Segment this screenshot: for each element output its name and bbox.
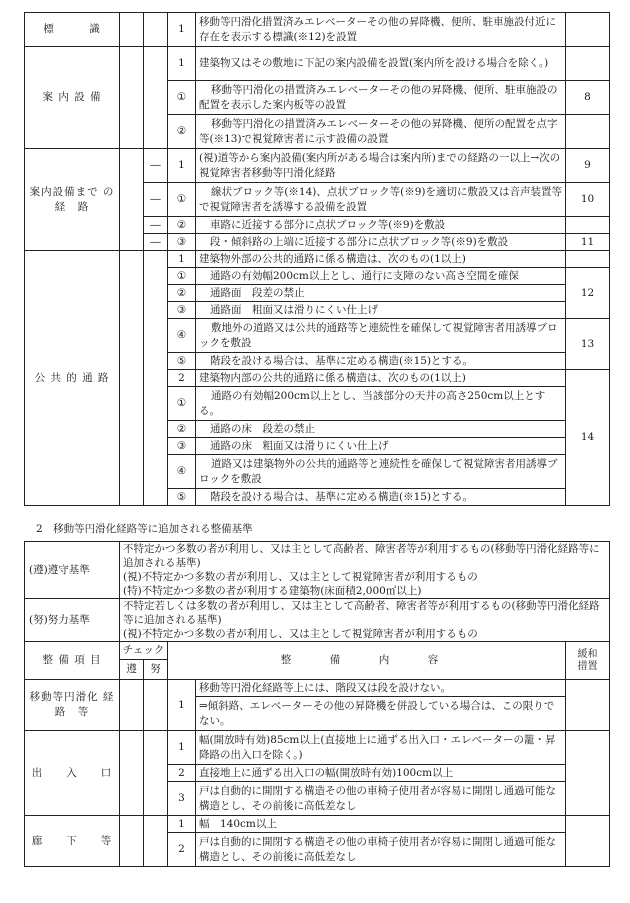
item-text: 敷地外の道路又は公共的通路等と連続性を確保して視覚障害者用誘導ブロックを敷設 <box>196 319 566 353</box>
item-text: 道路又は建築物外の公共的通路等と連続性を確保して視覚障害者用誘導ブロックを敷設 <box>196 455 566 489</box>
item-number: 1 <box>168 149 196 183</box>
relief-cell <box>566 251 610 268</box>
item-number: ① <box>168 268 196 285</box>
item-text: 移動等円滑化の措置済みエレベーターその他の昇降機、便所、駐車施設の配置を表示した案内板等の設置 <box>196 81 566 115</box>
item-text: 段・傾斜路の上端に近接する部分に点状ブロック等(※9)を敷設 <box>196 234 566 251</box>
item-number: 2 <box>168 833 196 867</box>
effort-label: (努)努力基準 <box>25 599 120 642</box>
item-text: 通路の有効幅200cm以上とし、通行に支障のない高さ空間を確保 <box>196 268 566 285</box>
item-number: ④ <box>168 319 196 353</box>
category-label: 公 共 的 通 路 <box>25 251 120 506</box>
relief-cell <box>566 680 610 731</box>
item-number: 3 <box>168 782 196 816</box>
relief-cell: 8 <box>566 81 610 115</box>
item-number: 1 <box>168 47 196 81</box>
check-must-cell[interactable] <box>120 251 144 506</box>
item-text: 直接地上に通ずる出入口の幅(開放時有効)100cm以上 <box>196 765 566 782</box>
item-text: 戸は自動的に開閉する構造その他の車椅子使用者が容易に開閉し通過可能な構造とし、その前後に高低差なし <box>196 782 566 816</box>
item-number: ③ <box>168 438 196 455</box>
table-row <box>25 47 610 81</box>
item-number: ① <box>168 81 196 115</box>
item-text: (視)道等から案内設備(案内所がある場合は案内所)までの経路の一以上→次の視覚障害者移動等円滑化経路 <box>196 149 566 183</box>
check-must-cell[interactable] <box>120 13 144 47</box>
item-text: 階段を設ける場合は、基準に定める構造(※15)とする。 <box>196 353 566 370</box>
item-number: ① <box>168 183 196 217</box>
category-label: 案内設備まで の 経 路 <box>25 149 120 251</box>
check-effort-cell[interactable] <box>144 13 168 47</box>
item-text: 通路の床 粗面又は滑りにくい仕上げ <box>196 438 566 455</box>
category-label: 廊 下 等 <box>25 816 120 867</box>
check-effort-cell: ― <box>144 217 168 234</box>
item-text: 移動等円滑化措置済みエレベーターその他の昇降機、便所、駐車施設付近に存在を表示する標識(※12)を設置 <box>196 13 566 47</box>
item-number: ⑤ <box>168 353 196 370</box>
effort-text: 不特定若しくは多数の者が利用し、又は主として高齢者、障害者等が利用するもの(移動等円滑化経路等に追加される基準) (視)不特定かつ多数の者が利用し、又は主として視覚障害者が利用するもの <box>120 599 610 642</box>
item-text: 通路面 段差の禁止 <box>196 285 566 302</box>
relief-cell <box>566 47 610 81</box>
item-number: ④ <box>168 455 196 489</box>
relief-cell <box>566 115 610 149</box>
section-title: 2 移動等円滑化経路等に追加される整備基準 <box>36 523 253 535</box>
relief-cell <box>566 13 610 47</box>
effort-standard-row <box>25 599 610 642</box>
table-row <box>25 731 610 765</box>
relief-cell: 9 <box>566 149 610 183</box>
check-effort-cell[interactable] <box>144 680 168 731</box>
item-text: 階段を設ける場合は、基準に定める構造(※15)とする。 <box>196 489 566 506</box>
item-number: 1 <box>168 731 196 765</box>
check-effort-cell[interactable] <box>144 251 168 506</box>
compliance-label: (遵)遵守基準 <box>25 542 120 599</box>
check-must-cell[interactable] <box>120 816 144 867</box>
header-item: 整 備 項 目 <box>25 642 120 680</box>
item-number: 2 <box>168 765 196 782</box>
item-text: 通路面 粗面又は滑りにくい仕上げ <box>196 302 566 319</box>
item-text: 建築物内部の公共的通路に係る構造は、次のもの(1以上) <box>196 370 566 387</box>
check-must-cell[interactable] <box>120 47 144 149</box>
item-text: 幅 140cm以上 <box>196 816 566 833</box>
item-text: 線状ブロック等(※14)、点状ブロック等(※9)を適切に敷設又は音声装置等で視覚障害者を誘導する設備を設置 <box>196 183 566 217</box>
item-number: 1 <box>168 251 196 268</box>
item-number: 1 <box>168 680 196 731</box>
item-text: 移動等円滑化経路等上には、階段又は段を設けない。 <box>196 680 566 697</box>
table-row <box>25 816 610 833</box>
category-label: 移動等円滑化 経 路 等 <box>25 680 120 731</box>
item-text: 通路の有効幅200cm以上とし、当該部分の天井の高さ250cm以上とする。 <box>196 387 566 421</box>
table-row <box>25 149 610 183</box>
item-text: 建築物又はその敷地に下記の案内設備を設置(案内所を設ける場合を除く。) <box>196 47 566 81</box>
relief-cell: 10 <box>566 183 610 217</box>
additional-standards-table <box>24 541 610 867</box>
relief-cell <box>566 217 610 234</box>
item-number: ② <box>168 285 196 302</box>
item-text: 幅(開放時有効)85cm以上(直接地上に通ずる出入口・エレベーターの籠・昇降路の出入口を除く。) <box>196 731 566 765</box>
check-effort-cell[interactable] <box>144 816 168 867</box>
header-relief: 緩和措置 <box>566 642 610 680</box>
relief-cell <box>566 816 610 867</box>
facility-standards-table <box>24 12 610 506</box>
item-text: 車路に近接する部分に点状ブロック等(※9)を敷設 <box>196 217 566 234</box>
item-number: ③ <box>168 234 196 251</box>
item-text: 戸は自動的に開閉する構造その他の車椅子使用者が容易に開閉し通過可能な構造とし、その前後に高低差なし <box>196 833 566 867</box>
header-content: 整 備 内 容 <box>168 642 566 680</box>
relief-cell: 11 <box>566 234 610 251</box>
check-effort-cell[interactable] <box>144 731 168 816</box>
item-text: 通路の床 段差の禁止 <box>196 421 566 438</box>
relief-cell: 14 <box>566 370 610 506</box>
item-number: 1 <box>168 816 196 833</box>
item-number: ⑤ <box>168 489 196 506</box>
item-text: ⇒傾斜路、エレベーターその他の昇降機を併設している場合は、この限りでない。 <box>196 697 566 731</box>
table-row <box>25 13 610 47</box>
check-effort-cell: ― <box>144 149 168 183</box>
header-effort: 努 <box>144 660 168 680</box>
item-number: ② <box>168 217 196 234</box>
compliance-text: 不特定かつ多数の者が利用し、又は主として高齢者、障害者等が利用するもの(移動等円滑化経路等に追加される基準) (視)不特定かつ多数の者が利用し、又は主として視覚障害者が利用するもの (特)不特定かつ多数の者が利用する建築物(床面積2,000㎡以上) <box>120 542 610 599</box>
relief-cell: 12 <box>566 268 610 319</box>
item-text: 建築物外部の公共的通路に係る構造は、次のもの(1以上) <box>196 251 566 268</box>
relief-cell: 13 <box>566 319 610 370</box>
check-effort-cell: ― <box>144 234 168 251</box>
category-label: 案 内 設 備 <box>25 47 120 149</box>
category-label: 標 識 <box>25 13 120 47</box>
category-label: 出 入 口 <box>25 731 120 816</box>
item-number: ③ <box>168 302 196 319</box>
item-number: ② <box>168 115 196 149</box>
item-number: ② <box>168 421 196 438</box>
table-header-row <box>25 642 610 660</box>
item-number: ① <box>168 387 196 421</box>
check-effort-cell: ― <box>144 183 168 217</box>
item-text: 移動等円滑化の措置済みエレベーターその他の昇降機、便所の配置を点字等(※13)で視覚障害者に示す設備の設置 <box>196 115 566 149</box>
item-number: 1 <box>168 13 196 47</box>
header-must: 遵 <box>120 660 144 680</box>
check-must-cell[interactable] <box>120 731 144 816</box>
check-effort-cell[interactable] <box>144 47 168 149</box>
item-number: 2 <box>168 370 196 387</box>
table-row <box>25 680 610 697</box>
check-must-cell[interactable] <box>120 149 144 251</box>
header-check: チェック <box>120 642 168 660</box>
table-row <box>25 251 610 268</box>
relief-cell <box>566 731 610 816</box>
check-must-cell[interactable] <box>120 680 144 731</box>
compliance-standard-row <box>25 542 610 599</box>
